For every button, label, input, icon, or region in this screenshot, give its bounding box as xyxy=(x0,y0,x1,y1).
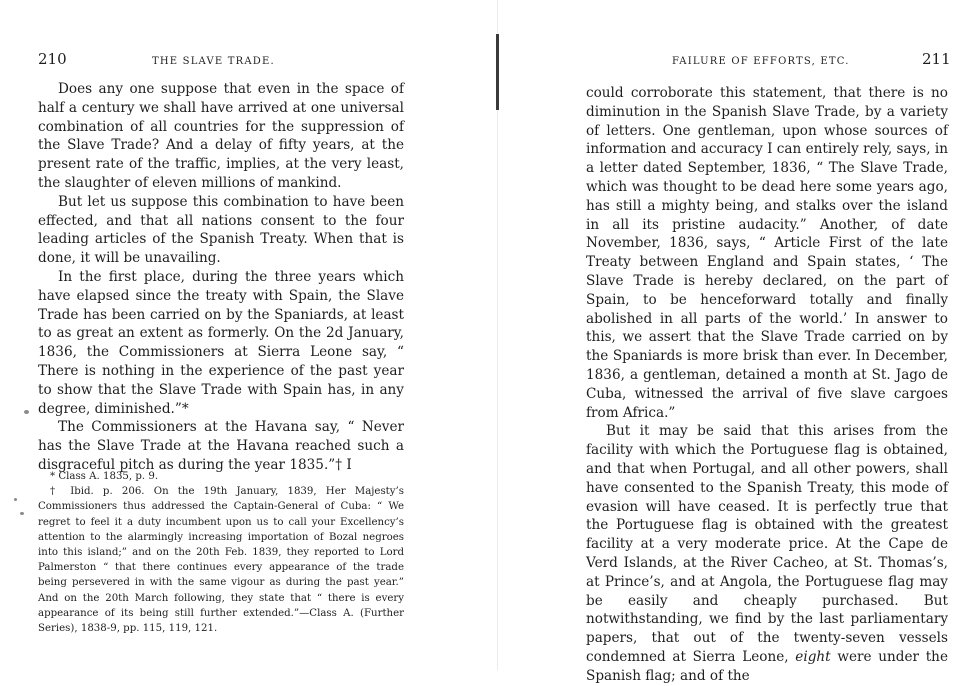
emphasis: eight xyxy=(795,648,831,665)
left-page xyxy=(0,0,490,670)
page-number-right: 211 xyxy=(922,50,951,68)
right-page xyxy=(490,0,980,684)
footnote: † Ibid. p. 206. On the 19th January, 1839, Her Majesty’s Commissioners thus addressed the Captain-General of Cuba: “ We regret to feel it a duty incumbent upon us to call your Excellency’s attention to the alarmingly increasing importation of Bozal negroes into this island;” and on the 20th Feb. 1839, they reported to Lord Palmerston “ that there continues every appearance of the trade being persevered in with the same vigour as during the past year.” And on the 20th March following, they state that “ there is every appearance of its being still further extended.”—Class A. (Further Series), 1838-9, pp. 115, 119, 121. xyxy=(38,486,404,635)
footnotes xyxy=(38,469,404,636)
ink-speck xyxy=(14,498,17,501)
ink-speck xyxy=(24,410,29,414)
paragraph: In the first place, during the three years which have elapsed since the treaty with Spain, the Slave Trade has been carried on by the Spaniards, at least to as great an extent as formerly. On the 2d January, 1836, the Commissioners at Sierra Leone say, “ There is nothing in the experience of the past year to show that the Slave Trade with Spain has, in any degree, diminished.”* xyxy=(38,268,404,417)
paragraph: could corroborate this statement, that there is no diminution in the Spanish Slave Trade, by a variety of letters. One gentleman, upon whose sources of information and accuracy I can entirely rely, says, in a letter dated September, 1836, “ The Slave Trade, which was thought to be dead here some years ago, has still a mighty being, and stalks over the island in all its pristine audacity.” Another, of date November, 1836, says, “ Article First of the late Treaty between England and Spain states, ‘ The Slave Trade is hereby declared, on the part of Spain, to be henceforward totally and finally abolished in all parts of the world.’ In answer to this, we assert that the Slave Trade carried on by the Spaniards is more brisk than ever. In December, 1836, a gentleman, detained a month at St. Jago de Cuba, witnessed the arrival of five slave cargoes from Africa.” xyxy=(586,85,948,421)
paragraph-text: were under the Spanish flag; and of the xyxy=(586,648,948,684)
paragraph: But let us suppose this combination to have been effected, and that all nations consent to the four leading articles of the Spanish Treaty. When that is done, it will be unavailing. xyxy=(38,193,404,267)
paragraph: Does any one suppose that even in the space of half a century we shall have arrived at one universal combination of all countries for the suppression of the Slave Trade? And a delay of fifty years, at the present rate of the traffic, implies, at the very least, the slaughter of eleven millions of mankind. xyxy=(38,81,404,191)
right-body-text xyxy=(586,84,948,686)
running-head-right: FAILURE OF EFFORTS, ETC. xyxy=(672,56,850,67)
left-body-text xyxy=(38,80,404,475)
page-number-left: 210 xyxy=(38,50,67,68)
paragraph: The Commissioners at the Havana say, “ Never has the Slave Trade at the Havana reached such a disgraceful pitch as during the year 1835.”† I xyxy=(38,419,404,473)
ink-speck xyxy=(20,512,24,515)
footnote: * Class A. 1835, p. 9. xyxy=(50,471,159,482)
paragraph xyxy=(586,422,948,685)
paragraph-text: But it may be said that this arises from the facility with which the Portuguese flag is obtained, and that when Portugal, and all other powers, shall have consented to the Spanish Treaty, this mode of evasion will have ceased. It is perfectly true that the Portuguese flag is obtained with the greatest facility at a very moderate price. At the Cape de Verd Islands, at the River Cacheo, at St. Thomas’s, at Prince’s, and at Angola, the Portuguese flag may be easily and cheaply purchased. But notwithstanding, we find by the last parliamentary papers, that out of the twenty-seven vessels condemned at Sierra Leone, xyxy=(586,423,948,665)
running-head-left: THE SLAVE TRADE. xyxy=(152,56,275,67)
